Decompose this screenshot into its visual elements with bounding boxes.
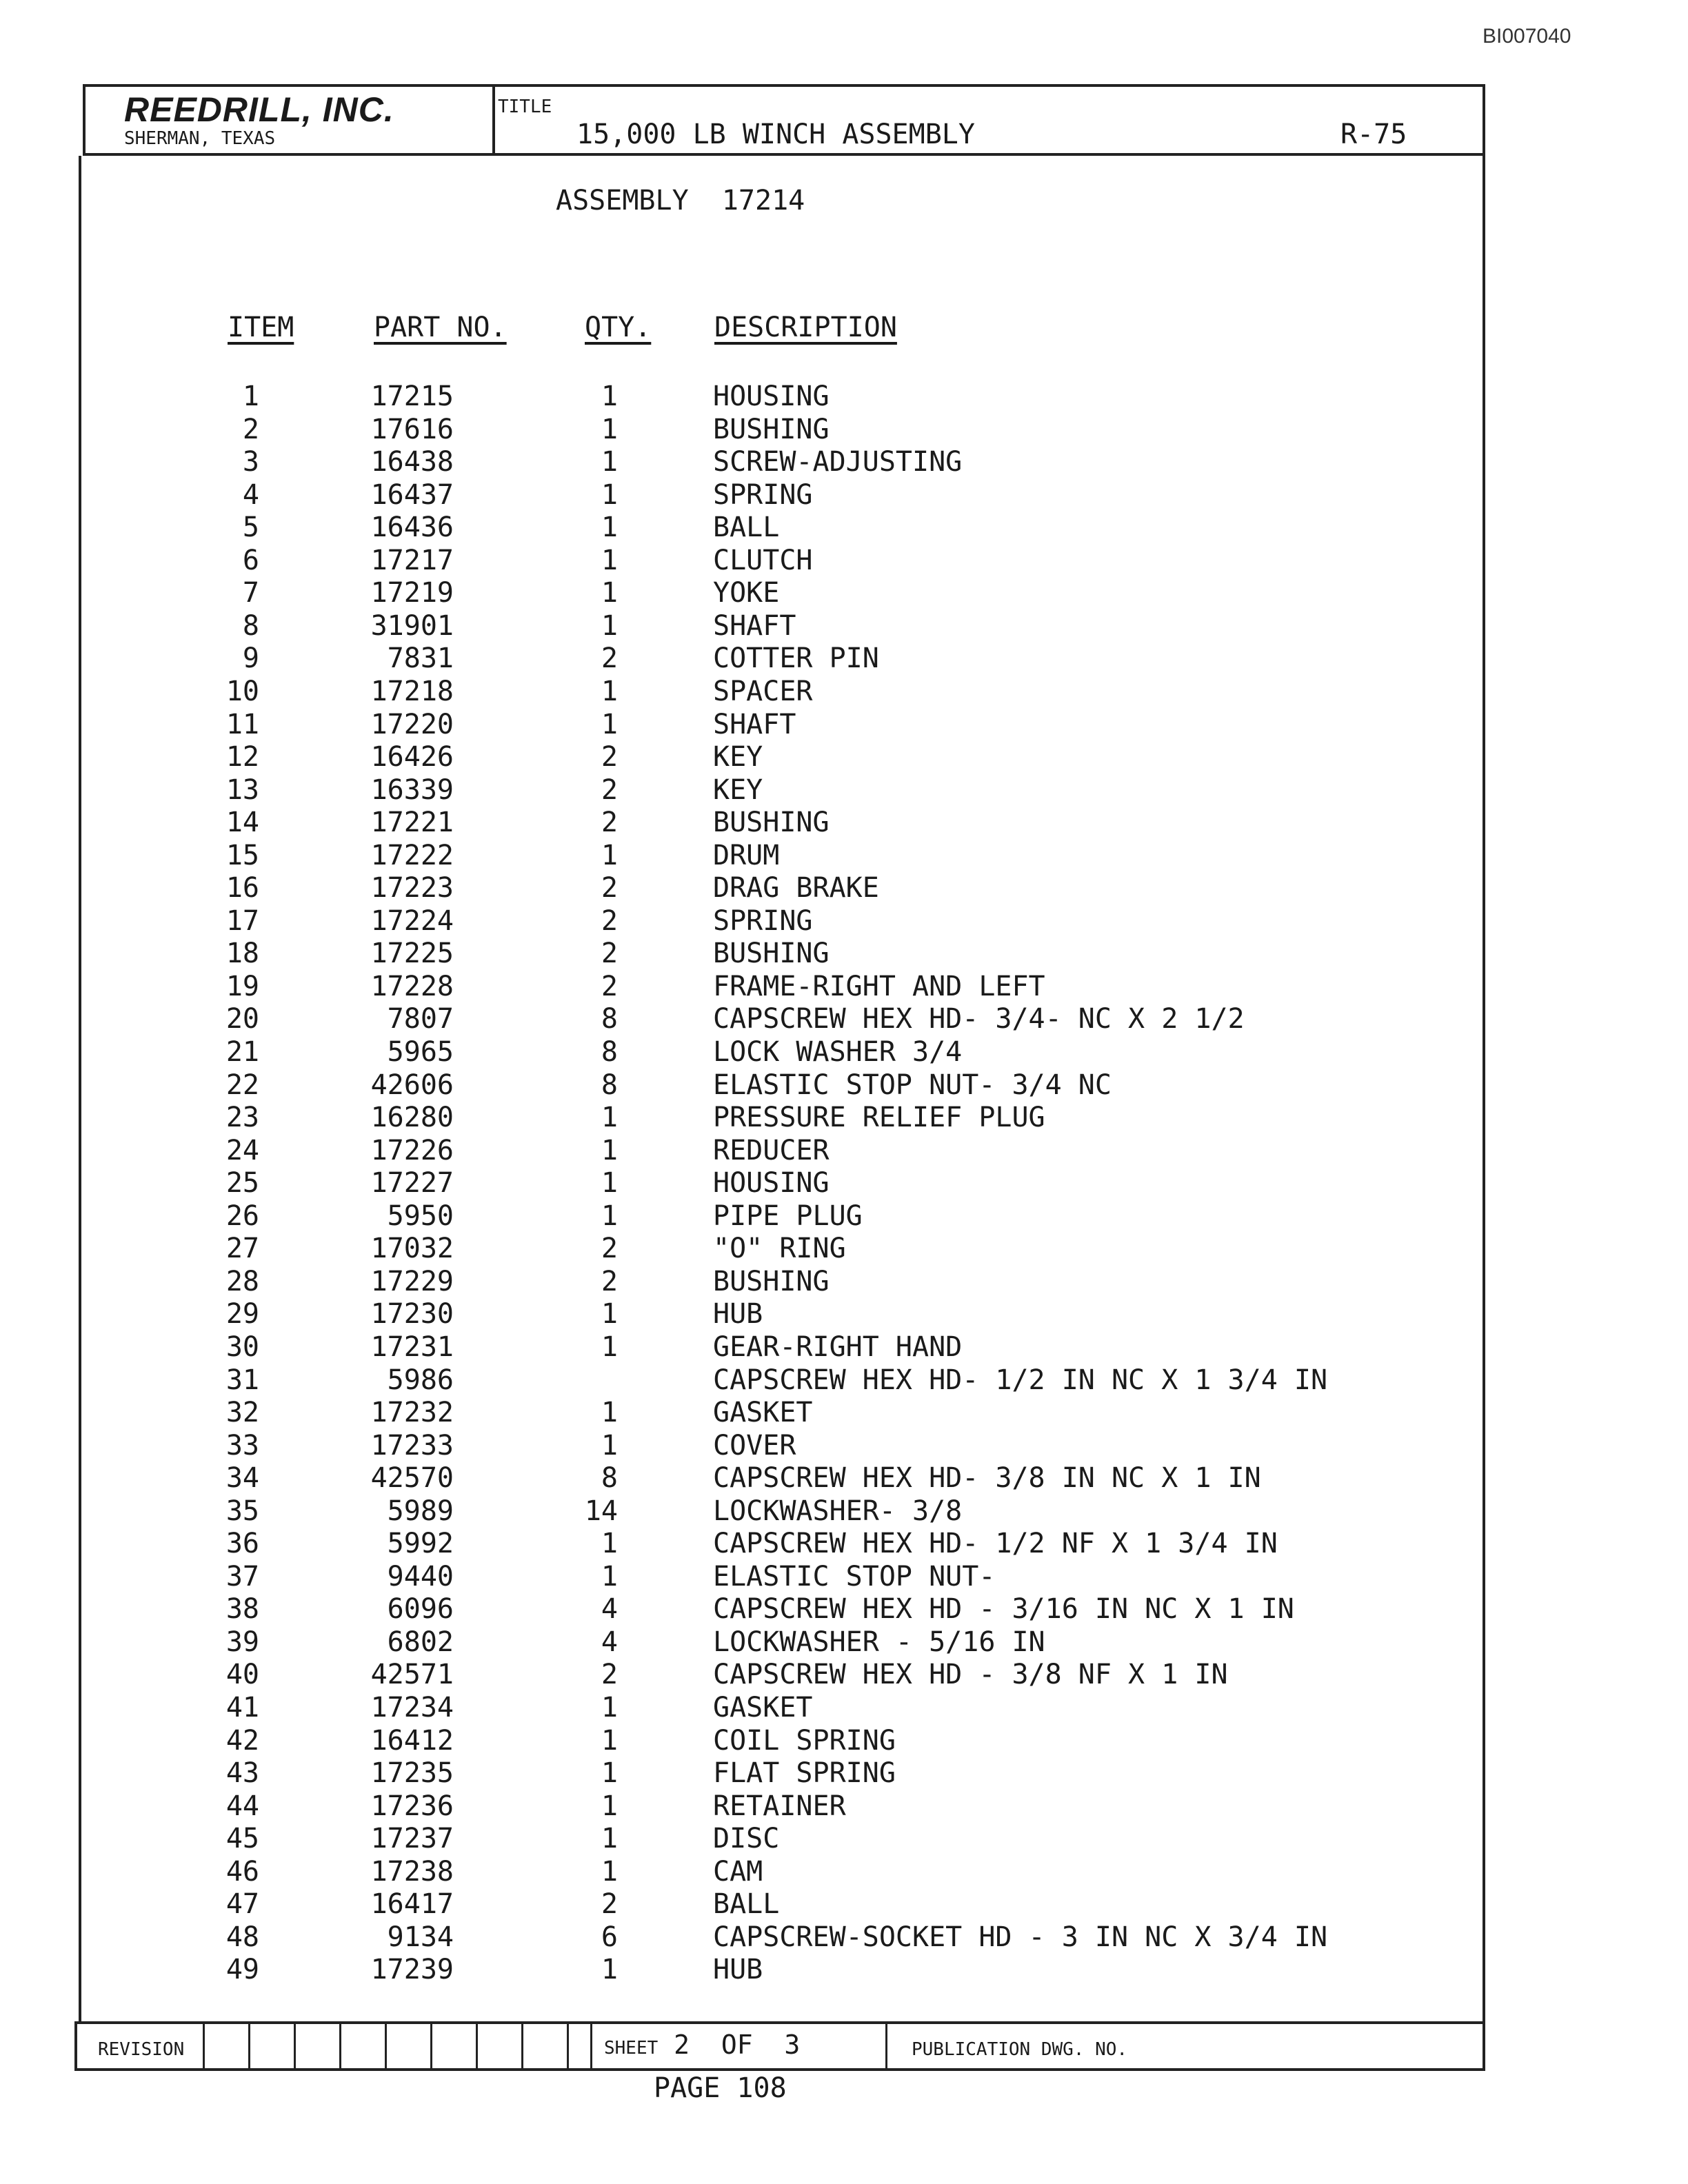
item-number: 13 [225, 774, 259, 806]
description: CAPSCREW HEX HD - 3/16 IN NC X 1 IN [713, 1593, 1294, 1626]
quantity: 1 [601, 1757, 618, 1790]
quantity: 4 [601, 1593, 618, 1626]
description: DRAG BRAKE [713, 872, 879, 904]
page-number: PAGE 108 [654, 2072, 787, 2104]
table-row [0, 1921, 1379, 1953]
table-row [0, 512, 1379, 543]
item-number: 17 [225, 904, 259, 937]
item-number: 48 [225, 1921, 259, 1953]
description: CAM [713, 1855, 763, 1888]
part-number: 17219 [370, 577, 454, 609]
quantity: 2 [601, 872, 618, 904]
revision-cell [385, 2024, 387, 2068]
quantity: 1 [601, 1855, 618, 1888]
quantity: 1 [601, 675, 618, 707]
item-number: 4 [242, 478, 259, 511]
document-title: 15,000 LB WINCH ASSEMBLY [576, 119, 975, 150]
document-id: BI007040 [1483, 25, 1571, 48]
part-number: 31901 [370, 609, 454, 642]
description: CAPSCREW HEX HD - 3/8 NF X 1 IN [713, 1659, 1228, 1691]
description: BALL [713, 1888, 780, 1921]
item-number: 9 [242, 643, 259, 675]
part-number: 17236 [370, 1790, 454, 1822]
part-number: 6096 [387, 1593, 454, 1626]
table-row [0, 1135, 1379, 1166]
table-row [0, 545, 1379, 576]
part-number: 16339 [370, 774, 454, 806]
quantity: 1 [601, 1298, 618, 1331]
description: REDUCER [713, 1134, 830, 1166]
table-row [0, 676, 1379, 707]
item-number: 1 [242, 381, 259, 412]
quantity: 1 [601, 446, 618, 478]
item-number: 19 [225, 970, 259, 1002]
table-row [0, 1036, 1379, 1068]
revision-label: REVISION [98, 2039, 185, 2060]
part-number: 9440 [387, 1560, 454, 1593]
item-number: 10 [225, 675, 259, 707]
table-row [0, 1331, 1379, 1363]
item-number: 14 [225, 807, 259, 839]
revision-cell [476, 2024, 478, 2068]
table-row [0, 1298, 1379, 1330]
part-number: 17234 [370, 1692, 454, 1723]
description: BUSHING [713, 807, 830, 839]
part-number: 17235 [370, 1757, 454, 1790]
part-number: 17220 [370, 708, 454, 740]
quantity: 1 [601, 381, 618, 412]
revision-cell [248, 2024, 250, 2068]
description: HUB [713, 1298, 763, 1331]
description: SPRING [713, 478, 813, 511]
part-number: 5950 [387, 1200, 454, 1232]
description: HOUSING [713, 381, 830, 412]
item-number: 21 [225, 1036, 259, 1068]
description: CAPSCREW-SOCKET HD - 3 IN NC X 3/4 IN [713, 1921, 1328, 1953]
item-number: 20 [225, 1003, 259, 1035]
table-row [0, 1430, 1379, 1462]
part-number: 17218 [370, 675, 454, 707]
table-row [0, 872, 1379, 904]
column-header-item: ITEM [228, 312, 294, 343]
item-number: 23 [225, 1102, 259, 1134]
part-number: 17231 [370, 1331, 454, 1363]
part-number: 17215 [370, 381, 454, 412]
item-number: 32 [225, 1397, 259, 1429]
table-row [0, 1823, 1379, 1854]
description: CAPSCREW HEX HD- 3/4- NC X 2 1/2 [713, 1003, 1245, 1035]
item-number: 33 [225, 1429, 259, 1462]
item-number: 3 [242, 446, 259, 478]
description: COTTER PIN [713, 643, 879, 675]
item-number: 35 [225, 1495, 259, 1527]
part-number: 16436 [370, 512, 454, 544]
part-number: 17237 [370, 1823, 454, 1855]
item-number: 15 [225, 839, 259, 871]
table-row [0, 381, 1379, 412]
part-number: 42571 [370, 1659, 454, 1691]
part-number: 17032 [370, 1233, 454, 1265]
table-row [0, 1725, 1379, 1757]
quantity: 1 [601, 1397, 618, 1429]
description: ELASTIC STOP NUT- 3/4 NC [713, 1069, 1112, 1101]
description: PIPE PLUG [713, 1200, 863, 1232]
item-number: 41 [225, 1692, 259, 1723]
quantity: 1 [601, 478, 618, 511]
column-header-description: DESCRIPTION [714, 312, 897, 343]
part-number: 16438 [370, 446, 454, 478]
revision-cell [885, 2024, 887, 2068]
item-number: 49 [225, 1954, 259, 1986]
part-number: 6802 [387, 1626, 454, 1658]
item-number: 36 [225, 1528, 259, 1560]
quantity: 1 [601, 544, 618, 576]
quantity: 1 [601, 1692, 618, 1723]
description: ELASTIC STOP NUT- [713, 1560, 996, 1593]
description: LOCK WASHER 3/4 [713, 1036, 963, 1068]
part-number: 17225 [370, 938, 454, 970]
description: GASKET [713, 1692, 813, 1723]
item-number: 2 [242, 413, 259, 445]
of-label: OF [721, 2030, 753, 2060]
company-name: REEDRILL, INC. [124, 90, 394, 129]
table-row [0, 1397, 1379, 1428]
part-number: 16426 [370, 741, 454, 774]
quantity: 8 [601, 1069, 618, 1101]
item-number: 43 [225, 1757, 259, 1790]
quantity: 1 [601, 1823, 618, 1855]
item-number: 16 [225, 872, 259, 904]
table-row [0, 1003, 1379, 1035]
description: PRESSURE RELIEF PLUG [713, 1102, 1045, 1134]
item-number: 22 [225, 1069, 259, 1101]
part-number: 17228 [370, 970, 454, 1002]
table-row [0, 446, 1379, 478]
quantity: 1 [601, 708, 618, 740]
item-number: 42 [225, 1724, 259, 1757]
item-number: 34 [225, 1462, 259, 1495]
part-number: 5965 [387, 1036, 454, 1068]
part-number: 17238 [370, 1855, 454, 1888]
table-row [0, 1561, 1379, 1593]
quantity: 1 [601, 1429, 618, 1462]
revision-cell [430, 2024, 432, 2068]
table-row [0, 905, 1379, 937]
revision-cell [590, 2024, 592, 2068]
part-number: 17226 [370, 1134, 454, 1166]
item-number: 11 [225, 708, 259, 740]
table-row [0, 1888, 1379, 1920]
table-row [0, 709, 1379, 740]
table-row [0, 1659, 1379, 1690]
table-row [0, 1266, 1379, 1297]
description: COIL SPRING [713, 1724, 896, 1757]
table-row [0, 1462, 1379, 1494]
quantity: 8 [601, 1462, 618, 1495]
part-number: 9134 [387, 1921, 454, 1953]
part-number: 16280 [370, 1102, 454, 1134]
item-number: 31 [225, 1364, 259, 1396]
quantity: 1 [601, 413, 618, 445]
table-row [0, 414, 1379, 445]
part-number: 17229 [370, 1265, 454, 1297]
table-row [0, 840, 1379, 871]
publication-dwg-label: PUBLICATION DWG. NO. [912, 2039, 1128, 2060]
quantity: 1 [601, 1102, 618, 1134]
assembly-title: ASSEMBLY 17214 [556, 185, 805, 216]
description: BUSHING [713, 413, 830, 445]
description: RETAINER [713, 1790, 846, 1822]
table-row [0, 1856, 1379, 1888]
quantity: 1 [601, 1167, 618, 1200]
footer-block [74, 2021, 1485, 2071]
table-row [0, 1528, 1379, 1559]
part-number: 7807 [387, 1003, 454, 1035]
description: FRAME-RIGHT AND LEFT [713, 970, 1045, 1002]
description: KEY [713, 741, 763, 774]
quantity: 1 [601, 609, 618, 642]
quantity: 8 [601, 1003, 618, 1035]
part-number: 17221 [370, 807, 454, 839]
table-row [0, 938, 1379, 969]
description: SCREW-ADJUSTING [713, 446, 963, 478]
table-row [0, 1790, 1379, 1822]
revision-cell [294, 2024, 296, 2068]
table-row [0, 1954, 1379, 1985]
part-number: 17217 [370, 544, 454, 576]
description: LOCKWASHER - 5/16 IN [713, 1626, 1045, 1658]
table-row [0, 479, 1379, 511]
part-number: 17224 [370, 904, 454, 937]
description: SHAFT [713, 708, 796, 740]
description: COVER [713, 1429, 796, 1462]
description: GASKET [713, 1397, 813, 1429]
item-number: 7 [242, 577, 259, 609]
revision-cell [339, 2024, 341, 2068]
quantity: 1 [601, 1331, 618, 1363]
part-number: 17616 [370, 413, 454, 445]
description: "O" RING [713, 1233, 846, 1265]
item-number: 29 [225, 1298, 259, 1331]
item-number: 44 [225, 1790, 259, 1822]
part-number: 17222 [370, 839, 454, 871]
item-number: 38 [225, 1593, 259, 1626]
sheet-total: 3 [784, 2030, 801, 2060]
description: SPACER [713, 675, 813, 707]
part-number: 17239 [370, 1954, 454, 1986]
quantity: 1 [601, 1954, 618, 1986]
part-number: 17233 [370, 1429, 454, 1462]
quantity: 2 [601, 938, 618, 970]
table-row [0, 1200, 1379, 1232]
sheet-indicator [604, 2030, 800, 2060]
table-row [0, 1069, 1379, 1101]
sheet-label: SHEET [604, 2038, 659, 2059]
item-number: 5 [242, 512, 259, 544]
description: SPRING [713, 904, 813, 937]
table-row [0, 1626, 1379, 1658]
quantity: 2 [601, 1888, 618, 1921]
part-number: 5989 [387, 1495, 454, 1527]
item-number: 8 [242, 609, 259, 642]
part-number: 5986 [387, 1364, 454, 1396]
quantity: 2 [601, 904, 618, 937]
item-number: 28 [225, 1265, 259, 1297]
item-number: 26 [225, 1200, 259, 1232]
part-number: 42606 [370, 1069, 454, 1101]
description: YOKE [713, 577, 780, 609]
quantity: 1 [601, 1134, 618, 1166]
part-number: 17227 [370, 1167, 454, 1200]
table-row [0, 971, 1379, 1002]
company-cell [86, 87, 495, 153]
quantity: 1 [601, 512, 618, 544]
drawing-code: R-75 [1340, 119, 1407, 150]
description: SHAFT [713, 609, 796, 642]
description: HOUSING [713, 1167, 830, 1200]
column-header-qty: QTY. [585, 312, 652, 343]
description: CAPSCREW HEX HD- 1/2 NF X 1 3/4 IN [713, 1528, 1278, 1560]
item-number: 18 [225, 938, 259, 970]
table-row [0, 610, 1379, 642]
table-row [0, 1692, 1379, 1723]
quantity: 2 [601, 1233, 618, 1265]
part-number: 17232 [370, 1397, 454, 1429]
part-number: 17230 [370, 1298, 454, 1331]
description: CAPSCREW HEX HD- 1/2 IN NC X 1 3/4 IN [713, 1364, 1328, 1396]
column-header-part-no: PART NO. [374, 312, 507, 343]
description: BUSHING [713, 1265, 830, 1297]
quantity: 2 [601, 970, 618, 1002]
quantity: 2 [601, 741, 618, 774]
item-number: 45 [225, 1823, 259, 1855]
part-number: 7831 [387, 643, 454, 675]
quantity: 4 [601, 1626, 618, 1658]
description: DISC [713, 1823, 780, 1855]
item-number: 40 [225, 1659, 259, 1691]
item-number: 46 [225, 1855, 259, 1888]
item-number: 30 [225, 1331, 259, 1363]
item-number: 12 [225, 741, 259, 774]
item-number: 25 [225, 1167, 259, 1200]
table-row [0, 807, 1379, 838]
description: BUSHING [713, 938, 830, 970]
item-number: 37 [225, 1560, 259, 1593]
part-number: 42570 [370, 1462, 454, 1495]
table-row [0, 577, 1379, 609]
table-row [0, 774, 1379, 806]
revision-cell [203, 2024, 205, 2068]
part-number: 16437 [370, 478, 454, 511]
description: CLUTCH [713, 544, 813, 576]
item-number: 47 [225, 1888, 259, 1921]
item-number: 27 [225, 1233, 259, 1265]
part-number: 17223 [370, 872, 454, 904]
table-row [0, 643, 1379, 674]
item-number: 39 [225, 1626, 259, 1658]
company-city: SHERMAN, TEXAS [124, 128, 276, 149]
quantity: 2 [601, 807, 618, 839]
revision-cell [567, 2024, 569, 2068]
quantity: 2 [601, 774, 618, 806]
quantity: 2 [601, 1659, 618, 1691]
table-row [0, 1757, 1379, 1789]
description: CAPSCREW HEX HD- 3/8 IN NC X 1 IN [713, 1462, 1261, 1495]
quantity: 6 [601, 1921, 618, 1953]
quantity: 1 [601, 1528, 618, 1560]
description: GEAR-RIGHT HAND [713, 1331, 963, 1363]
item-number: 24 [225, 1134, 259, 1166]
table-row [0, 741, 1379, 773]
part-number: 5992 [387, 1528, 454, 1560]
item-number: 6 [242, 544, 259, 576]
table-row [0, 1102, 1379, 1133]
table-row [0, 1495, 1379, 1527]
quantity: 1 [601, 1790, 618, 1822]
part-number: 16412 [370, 1724, 454, 1757]
table-row [0, 1364, 1379, 1396]
quantity: 2 [601, 1265, 618, 1297]
quantity: 1 [601, 839, 618, 871]
title-block [83, 84, 1485, 156]
quantity: 1 [601, 1724, 618, 1757]
quantity: 1 [601, 1200, 618, 1232]
table-row [0, 1233, 1379, 1264]
quantity: 1 [601, 1560, 618, 1593]
quantity: 2 [601, 643, 618, 675]
part-number: 16417 [370, 1888, 454, 1921]
description: DRUM [713, 839, 780, 871]
title-label: TITLE [498, 97, 552, 117]
quantity: 1 [601, 577, 618, 609]
sheet-number: 2 [674, 2030, 690, 2060]
quantity: 8 [601, 1036, 618, 1068]
table-row [0, 1167, 1379, 1199]
description: HUB [713, 1954, 763, 1986]
quantity: 14 [584, 1495, 618, 1527]
revision-cell [521, 2024, 523, 2068]
table-row [0, 1593, 1379, 1625]
description: KEY [713, 774, 763, 806]
description: FLAT SPRING [713, 1757, 896, 1790]
description: LOCKWASHER- 3/8 [713, 1495, 963, 1527]
description: BALL [713, 512, 780, 544]
